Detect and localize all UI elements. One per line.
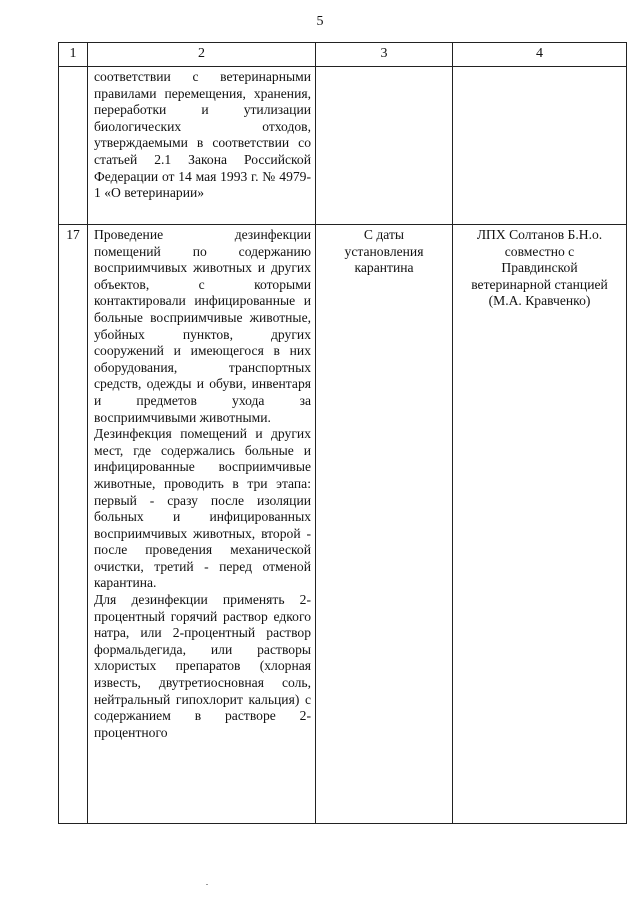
deadline-line: С даты [363, 227, 405, 242]
row-number-cell: 17 [59, 225, 88, 824]
row-number-cell [59, 67, 88, 225]
responsible-line: Правдинской [501, 260, 578, 276]
page-number: 5 [316, 14, 324, 29]
responsible-line: ЛПХ Солтанов Б.Н.о. [476, 227, 603, 242]
measure-text-cell [88, 225, 316, 824]
table-row-continuation [59, 67, 627, 225]
measure-paragraph: Проведение дезинфекции помещений по содержанию восприимчивых животных и других объектов, с которыми контактировали инфицированные и больные восприимчивые животные, убойных пунктов, других сооружений и имеющегося в них оборудования, транспортных средств, одежды и обуви, инвентаря и предметов ухода за восприимчивыми животными. [94, 227, 311, 425]
column-header-3: 3 [316, 43, 453, 67]
responsible-line: совместно с [504, 243, 575, 259]
table-row-17 [59, 225, 627, 824]
responsible-cell [453, 67, 627, 225]
measure-text: соответствии с ветеринарными правилами перемещения, хранения, переработки и утилизации биологических отходов, утверждаемыми в соответствии со статьей 2.1 Закона Российской Федерации от 14 мая 1993 г. № 4979-1 «О ветеринарии» [94, 69, 311, 201]
measure-text-cell [88, 67, 316, 225]
responsible-line: ветеринарной станцией [471, 276, 608, 292]
scan-speck [206, 884, 208, 885]
deadline-line: карантина [354, 260, 414, 276]
table-header-row [59, 43, 627, 67]
deadline-cell [316, 67, 453, 225]
column-header-4: 4 [453, 43, 627, 67]
responsible-cell [453, 225, 627, 824]
measures-table [58, 42, 627, 824]
measure-paragraph: Дезинфекция помещений и других мест, где содержались больные и инфицированные восприимчивые животные, проводить в три этапа: первый - сразу после изоляции больных и инфицированных восприимчивых животных, второй - после проведения механической очистки, третий - перед отменой карантина. [94, 426, 311, 591]
deadline-line: установления [344, 243, 424, 259]
deadline-cell [316, 225, 453, 824]
column-header-1: 1 [59, 43, 88, 67]
column-header-2: 2 [88, 43, 316, 67]
responsible-line: (М.А. Кравченко) [488, 293, 591, 309]
measure-paragraph: Для дезинфекции применять 2-процентный горячий раствор едкого натра, или 2-процентный раствор формальдегида, или растворы хлористых препаратов (хлорная известь, двутретиосновная соль, нейтральный гипохлорит кальция) с содержанием в растворе 2-процентного [94, 592, 311, 740]
